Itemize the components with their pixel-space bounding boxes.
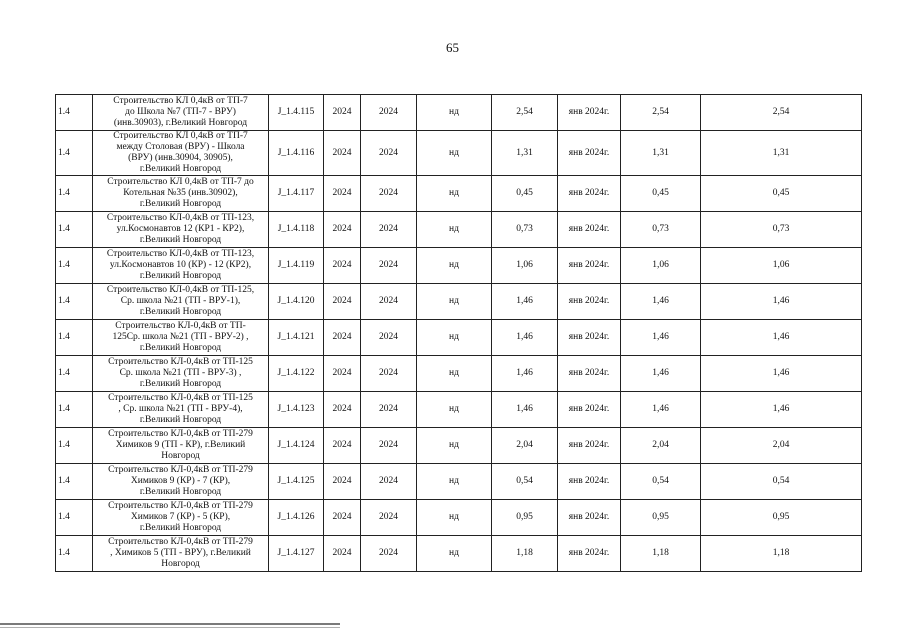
description-line: Химиков 7 (КР) - 5 (КР), bbox=[130, 512, 231, 522]
project-description bbox=[93, 536, 269, 572]
nd-mark: нд bbox=[417, 95, 492, 131]
row-number: 1.4 bbox=[56, 320, 93, 356]
table-row bbox=[56, 176, 862, 212]
description-line: г.Великий Новгород bbox=[139, 343, 222, 353]
date-cell: янв 2024г. bbox=[558, 131, 621, 176]
description-line: г.Великий Новгород bbox=[139, 235, 222, 245]
description-line: г.Великий Новгород bbox=[139, 199, 222, 209]
end-year: 2024 bbox=[361, 131, 417, 176]
investment-table bbox=[55, 94, 862, 572]
project-code: J_1.4.125 bbox=[269, 464, 324, 500]
value-3: 1,46 bbox=[701, 320, 862, 356]
project-code: J_1.4.120 bbox=[269, 284, 324, 320]
scan-artifact-line bbox=[0, 623, 340, 625]
date-cell: янв 2024г. bbox=[558, 176, 621, 212]
page-number: 65 bbox=[446, 40, 459, 55]
project-code: J_1.4.117 bbox=[269, 176, 324, 212]
value-3: 1,46 bbox=[701, 356, 862, 392]
description-line: г.Великий Новгород bbox=[139, 487, 222, 497]
project-code: J_1.4.119 bbox=[269, 248, 324, 284]
value-3: 1,18 bbox=[701, 536, 862, 572]
table-row bbox=[56, 248, 862, 284]
description-line: г.Великий Новгород bbox=[139, 307, 222, 317]
end-year: 2024 bbox=[361, 284, 417, 320]
description-line: ул.Космонавтов 12 (КР1 - КР2), bbox=[116, 224, 245, 234]
table-row bbox=[56, 356, 862, 392]
description-line: (инв.30903), г.Великий Новгород bbox=[113, 118, 248, 128]
table-row bbox=[56, 95, 862, 131]
end-year: 2024 bbox=[361, 464, 417, 500]
description-line: Ср. школа №21 (ТП - ВРУ-1), bbox=[120, 296, 241, 306]
table-body bbox=[56, 95, 862, 572]
description-line: Новгород bbox=[161, 559, 200, 569]
nd-mark: нд bbox=[417, 320, 492, 356]
project-description bbox=[93, 176, 269, 212]
value-3: 0,54 bbox=[701, 464, 862, 500]
end-year: 2024 bbox=[361, 392, 417, 428]
value-2: 1,46 bbox=[621, 392, 701, 428]
value-2: 1,46 bbox=[621, 284, 701, 320]
nd-mark: нд bbox=[417, 131, 492, 176]
value-1: 1,31 bbox=[492, 131, 558, 176]
nd-mark: нд bbox=[417, 392, 492, 428]
description-line: 125Ср. школа №21 (ТП - ВРУ-2) , bbox=[112, 332, 249, 342]
description-line: Строительство КЛ-0,4кВ от ТП-123, bbox=[106, 249, 255, 259]
start-year: 2024 bbox=[324, 176, 361, 212]
end-year: 2024 bbox=[361, 428, 417, 464]
start-year: 2024 bbox=[324, 284, 361, 320]
value-1: 1,46 bbox=[492, 284, 558, 320]
row-number: 1.4 bbox=[56, 428, 93, 464]
end-year: 2024 bbox=[361, 176, 417, 212]
project-code: J_1.4.115 bbox=[269, 95, 324, 131]
description-line: г.Великий Новгород bbox=[139, 379, 222, 389]
table-row bbox=[56, 212, 862, 248]
description-line: Строительство КЛ-0,4кВ от ТП- bbox=[115, 321, 246, 331]
description-line: , Химиков 5 (ТП - ВРУ), г.Великий bbox=[110, 548, 251, 558]
row-number: 1.4 bbox=[56, 131, 93, 176]
nd-mark: нд bbox=[417, 356, 492, 392]
end-year: 2024 bbox=[361, 248, 417, 284]
project-code: J_1.4.121 bbox=[269, 320, 324, 356]
nd-mark: нд bbox=[417, 176, 492, 212]
value-3: 1,31 bbox=[701, 131, 862, 176]
start-year: 2024 bbox=[324, 500, 361, 536]
value-2: 0,73 bbox=[621, 212, 701, 248]
project-description bbox=[93, 284, 269, 320]
start-year: 2024 bbox=[324, 131, 361, 176]
project-code: J_1.4.126 bbox=[269, 500, 324, 536]
date-cell: янв 2024г. bbox=[558, 500, 621, 536]
nd-mark: нд bbox=[417, 428, 492, 464]
description-line: Строительство КЛ-0,4кВ от ТП-125, bbox=[106, 285, 255, 295]
description-line: г.Великий Новгород bbox=[139, 523, 222, 533]
value-3: 0,73 bbox=[701, 212, 862, 248]
value-1: 2,04 bbox=[492, 428, 558, 464]
table-row bbox=[56, 284, 862, 320]
value-3: 1,06 bbox=[701, 248, 862, 284]
description-line: Ср. школа №21 (ТП - ВРУ-3) , bbox=[119, 368, 242, 378]
table-row bbox=[56, 428, 862, 464]
row-number: 1.4 bbox=[56, 284, 93, 320]
date-cell: янв 2024г. bbox=[558, 536, 621, 572]
value-3: 0,95 bbox=[701, 500, 862, 536]
project-description bbox=[93, 248, 269, 284]
description-line: Строительство КЛ-0,4кВ от ТП-279 bbox=[108, 429, 253, 439]
project-code: J_1.4.124 bbox=[269, 428, 324, 464]
end-year: 2024 bbox=[361, 500, 417, 536]
value-1: 0,45 bbox=[492, 176, 558, 212]
nd-mark: нд bbox=[417, 248, 492, 284]
description-line: Строительство КЛ-0,4кВ от ТП-279 bbox=[108, 465, 253, 475]
start-year: 2024 bbox=[324, 212, 361, 248]
start-year: 2024 bbox=[324, 356, 361, 392]
description-line: Строительство КЛ-0,4кВ от ТП-279 bbox=[108, 537, 253, 547]
end-year: 2024 bbox=[361, 320, 417, 356]
project-description bbox=[93, 356, 269, 392]
row-number: 1.4 bbox=[56, 212, 93, 248]
row-number: 1.4 bbox=[56, 500, 93, 536]
project-description bbox=[93, 95, 269, 131]
table-row bbox=[56, 392, 862, 428]
value-2: 1,46 bbox=[621, 320, 701, 356]
value-1: 1,46 bbox=[492, 356, 558, 392]
description-line: Химиков 9 (КР) - 7 (КР), bbox=[130, 476, 231, 486]
description-line: (ВРУ) (инв.30904, 30905), bbox=[128, 153, 233, 163]
row-number: 1.4 bbox=[56, 176, 93, 212]
date-cell: янв 2024г. bbox=[558, 320, 621, 356]
value-2: 0,54 bbox=[621, 464, 701, 500]
end-year: 2024 bbox=[361, 95, 417, 131]
end-year: 2024 bbox=[361, 536, 417, 572]
value-1: 1,46 bbox=[492, 392, 558, 428]
value-1: 0,54 bbox=[492, 464, 558, 500]
nd-mark: нд bbox=[417, 536, 492, 572]
start-year: 2024 bbox=[324, 464, 361, 500]
project-description bbox=[93, 500, 269, 536]
project-description bbox=[93, 428, 269, 464]
value-1: 2,54 bbox=[492, 95, 558, 131]
project-code: J_1.4.116 bbox=[269, 131, 324, 176]
value-3: 2,54 bbox=[701, 95, 862, 131]
nd-mark: нд bbox=[417, 284, 492, 320]
date-cell: янв 2024г. bbox=[558, 428, 621, 464]
description-line: Строительство КЛ 0,4кВ от ТП-7 до bbox=[107, 177, 254, 187]
row-number: 1.4 bbox=[56, 356, 93, 392]
description-line: Строительство КЛ-0,4кВ от ТП-125 bbox=[108, 393, 253, 403]
description-line: Строительство КЛ-0,4кВ от ТП-279 bbox=[108, 501, 253, 511]
value-3: 1,46 bbox=[701, 392, 862, 428]
description-line: , Ср. школа №21 (ТП - ВРУ-4), bbox=[118, 404, 243, 414]
start-year: 2024 bbox=[324, 248, 361, 284]
value-3: 0,45 bbox=[701, 176, 862, 212]
row-number: 1.4 bbox=[56, 464, 93, 500]
value-2: 1,46 bbox=[621, 356, 701, 392]
date-cell: янв 2024г. bbox=[558, 284, 621, 320]
date-cell: янв 2024г. bbox=[558, 212, 621, 248]
value-2: 2,04 bbox=[621, 428, 701, 464]
project-code: J_1.4.118 bbox=[269, 212, 324, 248]
description-line: Строительство КЛ-0,4кВ от ТП-123, bbox=[106, 213, 255, 223]
project-description bbox=[93, 131, 269, 176]
project-code: J_1.4.123 bbox=[269, 392, 324, 428]
value-2: 1,18 bbox=[621, 536, 701, 572]
value-3: 2,04 bbox=[701, 428, 862, 464]
value-1: 1,06 bbox=[492, 248, 558, 284]
date-cell: янв 2024г. bbox=[558, 248, 621, 284]
description-line: Химиков 9 (ТП - КР), г.Великий bbox=[115, 440, 246, 450]
start-year: 2024 bbox=[324, 320, 361, 356]
value-3: 1,46 bbox=[701, 284, 862, 320]
row-number: 1.4 bbox=[56, 248, 93, 284]
start-year: 2024 bbox=[324, 95, 361, 131]
end-year: 2024 bbox=[361, 356, 417, 392]
table-row bbox=[56, 131, 862, 176]
description-line: г.Великий Новгород bbox=[139, 164, 222, 174]
value-1: 1,46 bbox=[492, 320, 558, 356]
nd-mark: нд bbox=[417, 212, 492, 248]
nd-mark: нд bbox=[417, 464, 492, 500]
project-description bbox=[93, 392, 269, 428]
scan-artifact-line bbox=[0, 627, 340, 628]
date-cell: янв 2024г. bbox=[558, 95, 621, 131]
row-number: 1.4 bbox=[56, 536, 93, 572]
project-code: J_1.4.122 bbox=[269, 356, 324, 392]
date-cell: янв 2024г. bbox=[558, 356, 621, 392]
table-row bbox=[56, 320, 862, 356]
value-2: 1,31 bbox=[621, 131, 701, 176]
project-code: J_1.4.127 bbox=[269, 536, 324, 572]
description-line: между Столовая (ВРУ) - Школа bbox=[116, 142, 245, 152]
description-line: г.Великий Новгород bbox=[139, 415, 222, 425]
table-row bbox=[56, 464, 862, 500]
row-number: 1.4 bbox=[56, 95, 93, 131]
value-1: 1,18 bbox=[492, 536, 558, 572]
end-year: 2024 bbox=[361, 212, 417, 248]
start-year: 2024 bbox=[324, 428, 361, 464]
value-2: 1,06 bbox=[621, 248, 701, 284]
description-line: Строительство КЛ 0,4кВ от ТП-7 bbox=[113, 131, 248, 141]
row-number: 1.4 bbox=[56, 392, 93, 428]
description-line: до Школа №7 (ТП-7 - ВРУ) bbox=[125, 107, 236, 117]
description-line: Строительство КЛ 0,4кВ от ТП-7 bbox=[113, 96, 248, 106]
table-row bbox=[56, 536, 862, 572]
value-2: 0,95 bbox=[621, 500, 701, 536]
description-line: г.Великий Новгород bbox=[139, 271, 222, 281]
description-line: ул.Космонавтов 10 (КР) - 12 (КР2), bbox=[109, 260, 252, 270]
start-year: 2024 bbox=[324, 392, 361, 428]
nd-mark: нд bbox=[417, 500, 492, 536]
date-cell: янв 2024г. bbox=[558, 464, 621, 500]
project-description bbox=[93, 212, 269, 248]
table-row bbox=[56, 500, 862, 536]
description-line: Новгород bbox=[161, 451, 200, 461]
project-description bbox=[93, 320, 269, 356]
date-cell: янв 2024г. bbox=[558, 392, 621, 428]
value-2: 0,45 bbox=[621, 176, 701, 212]
start-year: 2024 bbox=[324, 536, 361, 572]
description-line: Строительство КЛ-0,4кВ от ТП-125 bbox=[108, 357, 253, 367]
value-1: 0,73 bbox=[492, 212, 558, 248]
value-2: 2,54 bbox=[621, 95, 701, 131]
project-description bbox=[93, 464, 269, 500]
description-line: Котельная №35 (инв.30902), bbox=[123, 188, 238, 198]
value-1: 0,95 bbox=[492, 500, 558, 536]
